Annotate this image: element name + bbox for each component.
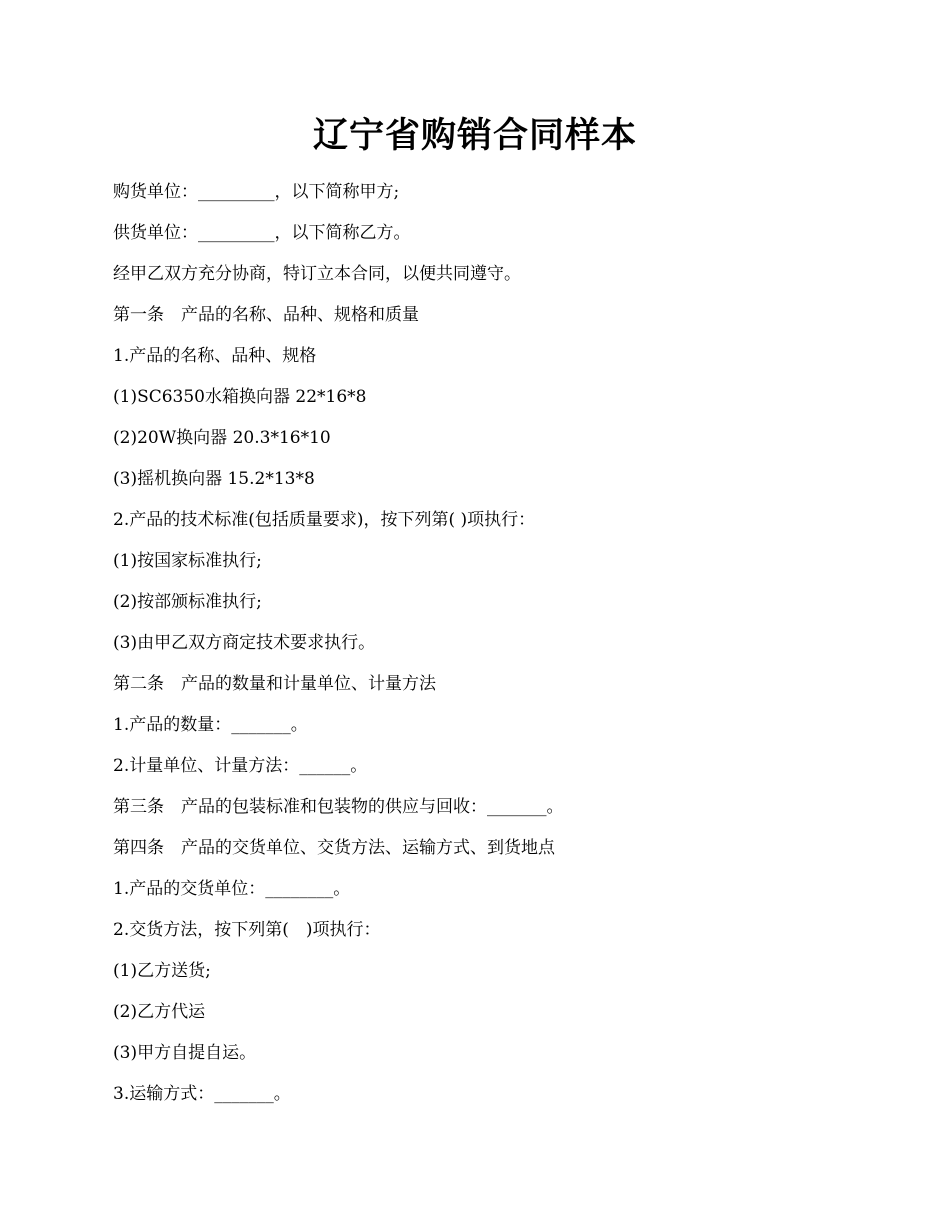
clause-line: (3)由甲乙双方商定技术要求执行。 bbox=[113, 633, 376, 653]
clause-line: 2.计量单位、计量方法：______。 bbox=[113, 756, 368, 776]
clause-line: (1)按国家标准执行; bbox=[113, 551, 262, 571]
preamble-line: 经甲乙双方充分协商，特订立本合同，以便共同遵守。 bbox=[113, 264, 521, 284]
clause-line: 3.运输方式：_______。 bbox=[113, 1084, 291, 1104]
clause-line: 1.产品的数量：_______。 bbox=[113, 715, 308, 735]
clause-line: 2.交货方法，按下列第( )项执行： bbox=[113, 920, 381, 940]
clause-line: (1)SC6350水箱换向器 22*16*8 bbox=[113, 387, 367, 407]
clause-line: (3)甲方自提自运。 bbox=[113, 1043, 257, 1063]
article-1-heading: 第一条 产品的名称、品种、规格和质量 bbox=[113, 305, 419, 325]
clause-line: (2)按部颁标准执行; bbox=[113, 592, 262, 612]
clause-line: (2)乙方代运 bbox=[113, 1002, 206, 1022]
clause-line: 2.产品的技术标准(包括质量要求)，按下列第( )项执行： bbox=[113, 510, 536, 530]
article-4-heading: 第四条 产品的交货单位、交货方法、运输方式、到货地点 bbox=[113, 838, 555, 858]
buyer-line: 购货单位：_________，以下简称甲方; bbox=[113, 182, 400, 202]
clause-line: (3)摇机换向器 15.2*13*8 bbox=[113, 469, 315, 489]
clause-line: 1.产品的交货单位：________。 bbox=[113, 879, 351, 899]
article-3-heading: 第三条 产品的包装标准和包装物的供应与回收：_______。 bbox=[113, 797, 564, 817]
clause-line: (1)乙方送货; bbox=[113, 961, 211, 981]
clause-line: (2)20W换向器 20.3*16*10 bbox=[113, 428, 331, 448]
document-body bbox=[113, 176, 853, 1119]
supplier-line: 供货单位：_________，以下简称乙方。 bbox=[113, 223, 411, 243]
article-2-heading: 第二条 产品的数量和计量单位、计量方法 bbox=[113, 674, 436, 694]
document-title: 辽宁省购销合同样本 bbox=[312, 115, 637, 156]
clause-line: 1.产品的名称、品种、规格 bbox=[113, 346, 317, 366]
